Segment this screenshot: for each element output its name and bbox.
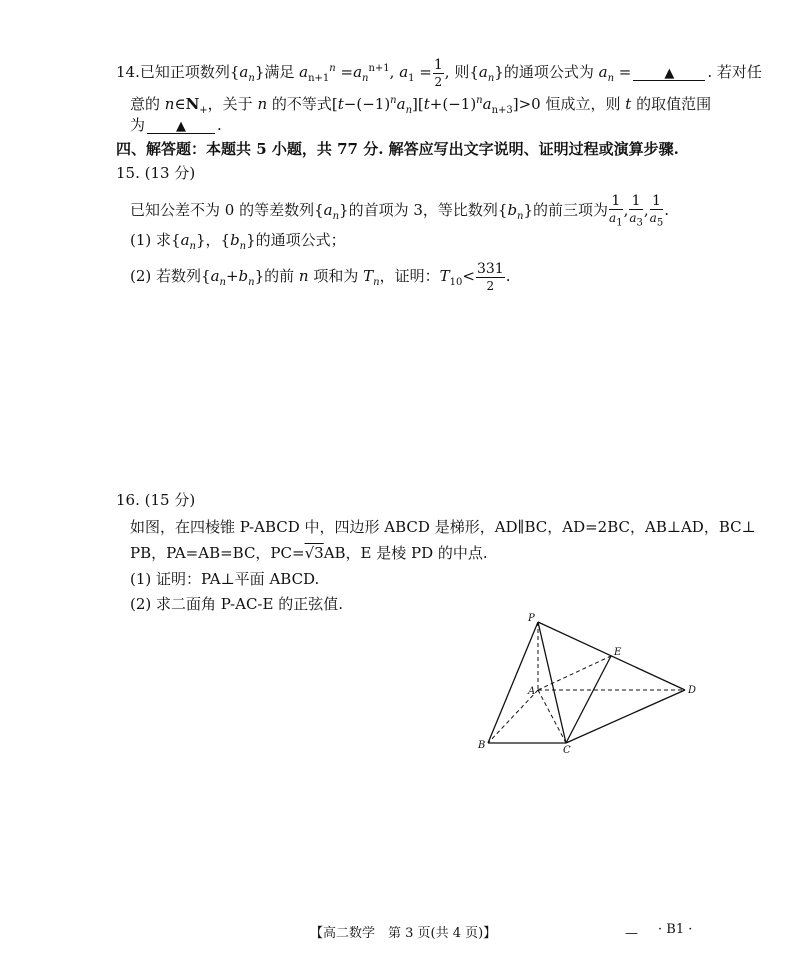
label-B: B (478, 740, 486, 751)
q16-part1: (1) 证明：PA⊥平面 ABCD. (130, 570, 320, 588)
q14-line1: 14.已知正项数列$\{a_n\}$满足 $a_{n+1}^n =a_n^{n+1}$, $a_1$ = $\frac{1}{2}$ , 则$\{a_n\}$的通项公式为 $a_n$ = ▲ . 若对任 (116, 57, 762, 89)
page-footer: 【高二数学 第 3 页(共 4 页)】 (310, 926, 497, 941)
q16-heading: 16. (15 分) (116, 491, 196, 509)
segment-CE (566, 656, 611, 743)
fraction-one-half: $\frac{1}{2}$ (433, 57, 443, 89)
pyramid-figure (470, 610, 710, 755)
q14-line3: 为 ▲ . (130, 116, 222, 134)
q15-heading: 15. (13 分) (116, 164, 196, 182)
q16-line1: 如图，在四棱锥 P-ABCD 中，四边形 ABCD 是梯形，AD∥BC，AD=2BC，AB⊥AD，BC⊥ (130, 518, 756, 536)
label-E: E (614, 647, 622, 658)
fraction-1-over-a1: $\frac{1}{a_1}$ (609, 193, 623, 229)
label-P: P (528, 613, 535, 624)
edge-CD (566, 690, 685, 743)
q14-line2: 意的 $n\in N_+$，关于 n 的不等式$[t-(-1)^na_n][t+(-1)^na_{n+3}]>0$ 恒成立，则 t 的取值范围 (130, 95, 712, 116)
label-C: C (563, 745, 571, 755)
q16-part2: (2) 求二面角 P-AC-E 的正弦值. (130, 595, 343, 613)
footer-code: · B1 · (658, 922, 693, 937)
edge-PC (538, 622, 566, 743)
answer-blank-1[interactable]: ▲ (633, 62, 705, 81)
fraction-1-over-a3: $\frac{1}{a_3}$ (629, 193, 643, 229)
edge-AB (488, 690, 538, 743)
q16-line2: PB，PA=AB=BC，PC=√3AB，E 是棱 PD 的中点. (130, 544, 488, 562)
edge-PB (488, 622, 538, 743)
q15-statement: 已知公差不为 0 的等差数列$\{a_n\}$的首项为 3，等比数列$\{b_n\}$的前三项为 $\frac{1}{a_1}$ , $\frac{1}{a_3}$ , $\frac{1}{a_5}$ . (130, 193, 669, 229)
section-heading: 四、解答题：本题共 5 小题，共 77 分. 解答应写出文字说明、证明过程或演算步骤. (116, 140, 679, 158)
q15-part2: (2) 若数列$\{a_n+b_n\}$的前 n 项和为 $T_n$，证明：$T_{10}<$ $\frac{331}{2}$ . (130, 261, 511, 293)
label-A: A (528, 686, 536, 697)
footer-dash: — (625, 926, 638, 941)
segment-AE (538, 656, 611, 690)
fraction-1-over-a5: $\frac{1}{a_5}$ (649, 193, 664, 229)
fraction-331-over-2: $\frac{331}{2}$ (476, 261, 504, 293)
segment-AC (538, 690, 566, 743)
answer-blank-2[interactable]: ▲ (147, 115, 215, 134)
label-D: D (688, 685, 697, 696)
q15-part1: (1) 求$\{a_n\}$，$\{b_n\}$的通项公式； (130, 231, 346, 252)
